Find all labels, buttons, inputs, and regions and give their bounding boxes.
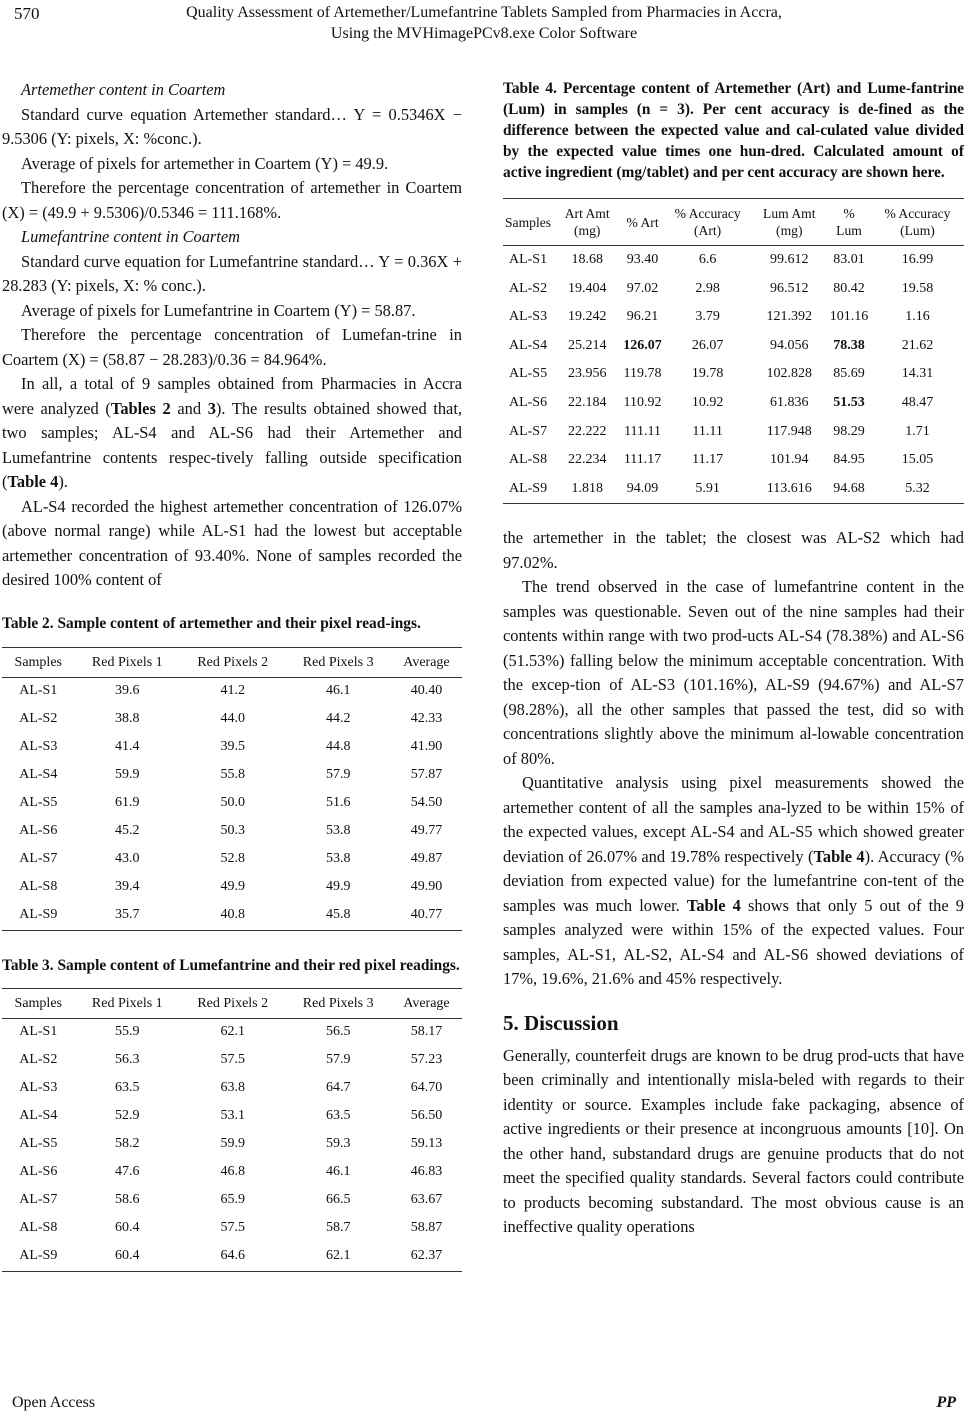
table-cell: AL-S2 (19, 1052, 58, 1068)
table-cell: 117.948 (766, 423, 812, 439)
table-cell: 46.83 (410, 1164, 443, 1180)
paragraph: Quantitative analysis using pixel measurements showed the artemether content of all the samples ana-lyzed to be within 15% of the expected values, except AL-S4 and AL-S5 which showed greater deviation of 26.07% and 19.78% respectively (Table 4). Accuracy (% deviation from expected value) for the lumefantrine con-tent of the samples was much lower. Table 4 shows that only 5 out of the 9 samples analyzed were within 15% of the expected values. Four samples, AL-S1, AL-S2, AL-S4 and AL-S6 showed deviations of 17%, 19.6%, 21.6% and 45% respectively. (503, 773, 964, 989)
column-header: Lum Amt (mg) (751, 199, 827, 246)
table-row (2, 677, 462, 706)
table-cell: AL-S9 (2, 1243, 75, 1272)
table-cell: 44.2 (325, 711, 351, 727)
page-number: 570 (14, 4, 40, 23)
table-cell: 39.4 (115, 879, 140, 895)
table-cell: 40.77 (391, 902, 462, 931)
running-head (0, 2, 968, 44)
table-cell: AL-S6 (19, 1164, 58, 1180)
table-row (2, 1215, 462, 1243)
table-cell: 22.184 (567, 395, 607, 411)
table-row (2, 846, 462, 874)
table-row (2, 1131, 462, 1159)
running-head-line-1: Quality Assessment of Artemether/Lumefantrine Tablets Sampled from Pharmacies in Accra, (186, 4, 782, 21)
table-cell: AL-S4 (19, 1108, 58, 1124)
table-cell: AL-S4 (508, 337, 548, 353)
table-cell: 5.91 (664, 475, 752, 504)
table-cell: 57.5 (220, 1052, 245, 1068)
running-head-line-2: Using the MVHimagePCv8.exe Color Software (330, 25, 638, 42)
paragraph: Average of pixels for artemether in Coartem (Y) = 49.9. (21, 153, 389, 173)
table-cell: 57.87 (410, 767, 443, 783)
column-header: Art Amt (mg) (553, 199, 621, 246)
table-cell: 121.392 (766, 309, 813, 325)
table-cell: 52.9 (115, 1108, 140, 1124)
table-cell: AL-S6 (508, 395, 548, 411)
table-cell: 48.47 (901, 395, 934, 411)
table-cell: AL-S7 (19, 1192, 58, 1208)
column-header: Red Pixels 1 (75, 647, 180, 677)
table2-caption: Table 2. Sample content of artemether and their pixel read-ings. (2, 614, 421, 632)
table-cell: 58.17 (410, 1024, 443, 1040)
table-row (2, 874, 462, 902)
table-ref[interactable]: Table 4 (813, 846, 865, 866)
footer-journal: PP (936, 1394, 956, 1411)
table-cell: 62.1 (285, 1243, 390, 1272)
table-cell: 56.50 (410, 1108, 443, 1124)
table-cell: AL-S7 (19, 851, 58, 867)
table-cell: 53.8 (325, 851, 351, 867)
table-row (503, 389, 964, 418)
table-cell: 101.94 (770, 452, 809, 468)
table-cell: 58.7 (325, 1220, 351, 1236)
table-cell: 46.1 (325, 683, 351, 699)
subheading-artemether: Artemether content in Coartem (21, 80, 226, 99)
table-cell: 5.32 (871, 475, 964, 504)
table-cell: 46.8 (220, 1164, 245, 1180)
table-cell: 59.9 (115, 767, 140, 783)
table-cell: 63.8 (220, 1080, 245, 1096)
table-row (2, 818, 462, 846)
table-cell: AL-S5 (19, 1136, 58, 1152)
table-cell: 50.0 (220, 795, 245, 811)
table4 (503, 198, 964, 504)
table-cell: 60.4 (75, 1243, 180, 1272)
column-header: Red Pixels 3 (285, 647, 390, 677)
table-cell: 111.11 (624, 423, 662, 439)
table-cell: 49.9 (325, 879, 351, 895)
table-row (2, 734, 462, 762)
table-cell: 1.16 (905, 309, 930, 325)
table-cell: 59.3 (325, 1136, 351, 1152)
table-cell: 25.214 (567, 337, 607, 353)
column-header: Red Pixels 2 (180, 988, 285, 1018)
table-row (503, 360, 964, 389)
table-row (2, 790, 462, 818)
table-cell: AL-S9 (2, 902, 75, 931)
table-cell: AL-S5 (19, 795, 58, 811)
column-header: % Accuracy (Art) (664, 199, 752, 246)
table-cell: 40.40 (410, 683, 443, 699)
table-cell: 46.1 (325, 1164, 351, 1180)
paragraph: AL-S4 recorded the highest artemether concentration of 126.07% (above normal range) while AL-S1 had the lowest but acceptable artemether concentration of 93.40%. None of samples recorded the desired 100% content of (2, 496, 462, 589)
table-cell: 45.2 (115, 823, 140, 839)
table-ref[interactable]: Tables 2 (110, 398, 171, 418)
left-column (2, 78, 462, 1272)
table-cell: 16.99 (901, 252, 934, 268)
table-cell: 102.828 (766, 366, 813, 382)
table-cell: 1.71 (905, 423, 930, 439)
table-cell: 41.4 (115, 739, 140, 755)
table-cell: 64.70 (410, 1080, 443, 1096)
table-row (2, 1018, 462, 1047)
column-header: Average (391, 647, 462, 677)
table-cell: 119.78 (623, 366, 662, 382)
table3 (2, 988, 462, 1272)
table-cell: 55.9 (115, 1024, 140, 1040)
paragraph: Therefore the percentage concentration of artemether in Coartem (X) = (49.9 + 9.5306)/0.5346 = 111.168%. (2, 178, 462, 222)
table-row (2, 706, 462, 734)
table-cell: 49.90 (410, 879, 443, 895)
table3-caption: Table 3. Sample content of Lumefantrine and their red pixel readings. (2, 956, 460, 974)
table-cell: AL-S1 (508, 252, 548, 268)
table-cell: 19.404 (567, 280, 607, 296)
table-cell: 97.02 (626, 280, 659, 296)
table-cell: 94.09 (621, 475, 664, 504)
table-cell: 44.8 (325, 739, 351, 755)
table-cell: 57.9 (325, 1052, 351, 1068)
table-cell: 19.78 (691, 366, 724, 382)
right-column (503, 78, 964, 1240)
table-row (2, 1159, 462, 1187)
table-cell: 26.07 (691, 337, 724, 353)
column-header: % Art (621, 199, 664, 246)
table-row (2, 1243, 462, 1272)
table-cell: 21.62 (901, 337, 934, 353)
table-cell: 57.9 (325, 767, 351, 783)
table-cell: 63.5 (115, 1080, 140, 1096)
section-heading: 5. Discussion (503, 1010, 619, 1035)
table-row (503, 303, 964, 332)
table-cell: 101.16 (829, 309, 869, 325)
table-cell: 14.31 (901, 366, 934, 382)
table-cell: 59.9 (220, 1136, 245, 1152)
table-cell: AL-S3 (508, 309, 548, 325)
table-cell: 54.50 (410, 795, 443, 811)
table-cell: 52.8 (220, 851, 245, 867)
table-cell: AL-S4 (19, 767, 58, 783)
table-cell: 84.95 (833, 452, 865, 468)
table-cell: 85.69 (833, 366, 865, 382)
table-row (2, 1047, 462, 1075)
paragraph: the artemether in the tablet; the closest was AL-S2 which had 97.02%. (503, 528, 964, 572)
table-row (503, 475, 964, 504)
table-cell: AL-S8 (19, 879, 58, 895)
table-cell: 47.6 (115, 1164, 140, 1180)
table-cell: 22.222 (567, 423, 607, 439)
table-cell: 18.68 (571, 252, 603, 268)
table-row (503, 332, 964, 361)
table-cell: 53.1 (220, 1108, 245, 1124)
table-cell: 65.9 (220, 1192, 245, 1208)
table-cell: 41.2 (220, 683, 245, 699)
table-cell: 49.9 (220, 879, 245, 895)
table-row (2, 1075, 462, 1103)
table-row (503, 275, 964, 304)
column-header: Samples (2, 647, 75, 677)
table-cell: 11.11 (692, 423, 723, 439)
table-cell: 93.40 (626, 252, 659, 268)
table2 (2, 647, 462, 931)
column-header: % Lum (827, 199, 871, 246)
table-cell: 3.79 (695, 309, 720, 325)
table-cell: AL-S8 (19, 1220, 58, 1236)
table-cell: AL-S1 (19, 683, 58, 699)
table-cell: AL-S7 (508, 423, 548, 439)
table-cell: 19.58 (901, 280, 934, 296)
table-row (503, 446, 964, 475)
table-cell: 58.87 (410, 1220, 443, 1236)
table-cell: 19.242 (567, 309, 607, 325)
table-cell: 10.92 (691, 395, 724, 411)
table-cell: 42.33 (410, 711, 443, 727)
column-header: Red Pixels 3 (285, 988, 390, 1018)
column-header: Average (391, 988, 462, 1018)
table-cell: 53.8 (325, 823, 351, 839)
table-cell: AL-S6 (19, 823, 58, 839)
table-cell: 11.17 (692, 452, 724, 468)
paragraph: The trend observed in the case of lumefantrine content in the samples was questionable. Seven out of the nine samples had their contents within range with two prod-ucts AL-S4 (78.38%) and AL-S6 (51.53%) falling below the minimum acceptable concentration. With the excep-tion of AL-S3 (101.16%), AL-S9 (94.67%) and AL-S7 (98.28%), all the other samples that passed the test, did so with concentrations slightly above the minimum al-lowable concentration of 80%. (503, 577, 964, 768)
table-cell: 110.92 (623, 395, 662, 411)
column-header: % Accuracy (Lum) (871, 199, 964, 246)
table-cell: 62.37 (391, 1243, 462, 1272)
table-cell: AL-S2 (508, 280, 548, 296)
table-cell: 99.612 (770, 252, 809, 268)
table-cell: 50.3 (220, 823, 245, 839)
table-cell: 51.6 (325, 795, 351, 811)
table-row (503, 246, 964, 275)
table-cell: 66.5 (325, 1192, 351, 1208)
table-ref[interactable]: 3 (207, 398, 216, 418)
table-cell: 80.42 (833, 280, 865, 296)
table-cell: 83.01 (833, 252, 865, 268)
table-cell: 58.2 (115, 1136, 140, 1152)
table-cell: 56.5 (325, 1024, 351, 1040)
table-cell: 6.6 (698, 252, 717, 268)
table-cell: 51.53 (833, 395, 865, 411)
table-cell: 64.7 (325, 1080, 351, 1096)
table-cell: 49.87 (410, 851, 443, 867)
table-cell: 64.6 (180, 1243, 285, 1272)
table-row (503, 418, 964, 447)
table-cell: 57.23 (410, 1052, 443, 1068)
table-cell: 126.07 (623, 337, 662, 353)
table-cell: AL-S3 (19, 739, 58, 755)
footer-open-access: Open Access (12, 1394, 96, 1411)
table-cell: 96.21 (626, 309, 659, 325)
table-cell: 56.3 (115, 1052, 140, 1068)
column-header: Samples (503, 199, 553, 246)
paragraph: Standard curve equation Artemether standard… Y = 0.5346X − 9.5306 (Y: pixels, X: %conc.). (2, 104, 462, 148)
column-header: Samples (2, 988, 75, 1018)
column-header: Red Pixels 1 (75, 988, 180, 1018)
table-row (2, 762, 462, 790)
table-cell: 58.6 (115, 1192, 140, 1208)
table-cell: AL-S3 (19, 1080, 58, 1096)
table-cell: 2.98 (695, 280, 720, 296)
table-cell: 111.17 (623, 452, 662, 468)
table-cell: 57.5 (220, 1220, 245, 1236)
table-cell: 94.68 (827, 475, 871, 504)
table-cell: 61.836 (770, 395, 809, 411)
table-row (2, 902, 462, 931)
column-header: Red Pixels 2 (180, 647, 285, 677)
table-ref[interactable]: Table 4 (686, 895, 741, 915)
table-cell: 35.7 (75, 902, 180, 931)
table-cell: 40.8 (180, 902, 285, 931)
paragraph: Standard curve equation for Lumefantrine standard… Y = 0.36X + 28.283 (Y: pixels, X: % conc.). (2, 251, 462, 295)
table-cell: 61.9 (115, 795, 140, 811)
paragraph: Average of pixels for Lumefantrine in Coartem (Y) = 58.87. (21, 300, 416, 320)
table-cell: 63.5 (325, 1108, 351, 1124)
table-cell: 44.0 (220, 711, 245, 727)
table4-caption: Table 4. Percentage content of Artemether (Art) and Lume-fantrine (Lum) in samples (n = 3). Per cent accuracy is de-fined as the difference between the expected value and cal-culated value divided by the expected value times one hun-dred. Calculated amount of active ingredient (mg/tablet) and per cent accuracy are shown here. (503, 80, 964, 181)
table-cell: 49.77 (410, 823, 443, 839)
table-cell: 15.05 (901, 452, 934, 468)
table-cell: AL-S8 (508, 452, 548, 468)
table-cell: 63.67 (410, 1192, 443, 1208)
table-cell: 62.1 (220, 1024, 245, 1040)
table-cell: 41.90 (410, 739, 443, 755)
table-cell: 78.38 (833, 337, 865, 353)
table-cell: 43.0 (115, 851, 140, 867)
table-row (2, 1103, 462, 1131)
table-cell: 39.5 (220, 739, 245, 755)
table-cell: 45.8 (285, 902, 390, 931)
table-cell: AL-S1 (19, 1024, 58, 1040)
table-cell: 23.956 (567, 366, 607, 382)
table-cell: 55.8 (220, 767, 245, 783)
paragraph: Therefore the percentage concentration of Lumefan-trine in Coartem (X) = (58.87 − 28.283)/0.36 = 84.964%. (2, 325, 462, 369)
table-cell: 96.512 (770, 280, 809, 296)
table-cell: 38.8 (115, 711, 140, 727)
subheading-lumefantrine: Lumefantrine content in Coartem (21, 227, 240, 246)
table-cell: 113.616 (751, 475, 827, 504)
table-cell: 59.13 (410, 1136, 443, 1152)
table-cell: 39.6 (115, 683, 140, 699)
table-cell: AL-S9 (503, 475, 553, 504)
table-cell: 22.234 (567, 452, 607, 468)
table-ref[interactable]: Table 4 (7, 472, 59, 491)
table-cell: AL-S2 (19, 711, 58, 727)
paragraph: In all, a total of 9 samples obtained from Pharmacies in Accra were analyzed (Tables 2 and 3). The results obtained showed that, two samples; AL-S4 and AL-S6 had their Artemether and Lumefantrine contents respec-tively falling outside specification (Table 4). (2, 374, 462, 491)
table-cell: 1.818 (553, 475, 621, 504)
table-cell: 60.4 (115, 1220, 140, 1236)
paragraph: Generally, counterfeit drugs are known to be drug prod-ucts that have been criminally and intentionally misla-beled with regards to their identity or source. Examples include fake packaging, absence of active ingredients or their presence at incongruous amounts [10]. On the other hand, substandard drugs are genuine products that do not meet the specified quality standards. Several factors could contribute to products becoming substandard. The most obvious cause is an ineffective quality operations (503, 1045, 964, 1237)
table-cell: 94.056 (770, 337, 809, 353)
table-row (2, 1187, 462, 1215)
table-cell: 98.29 (833, 423, 865, 439)
table-cell: AL-S5 (508, 366, 548, 382)
